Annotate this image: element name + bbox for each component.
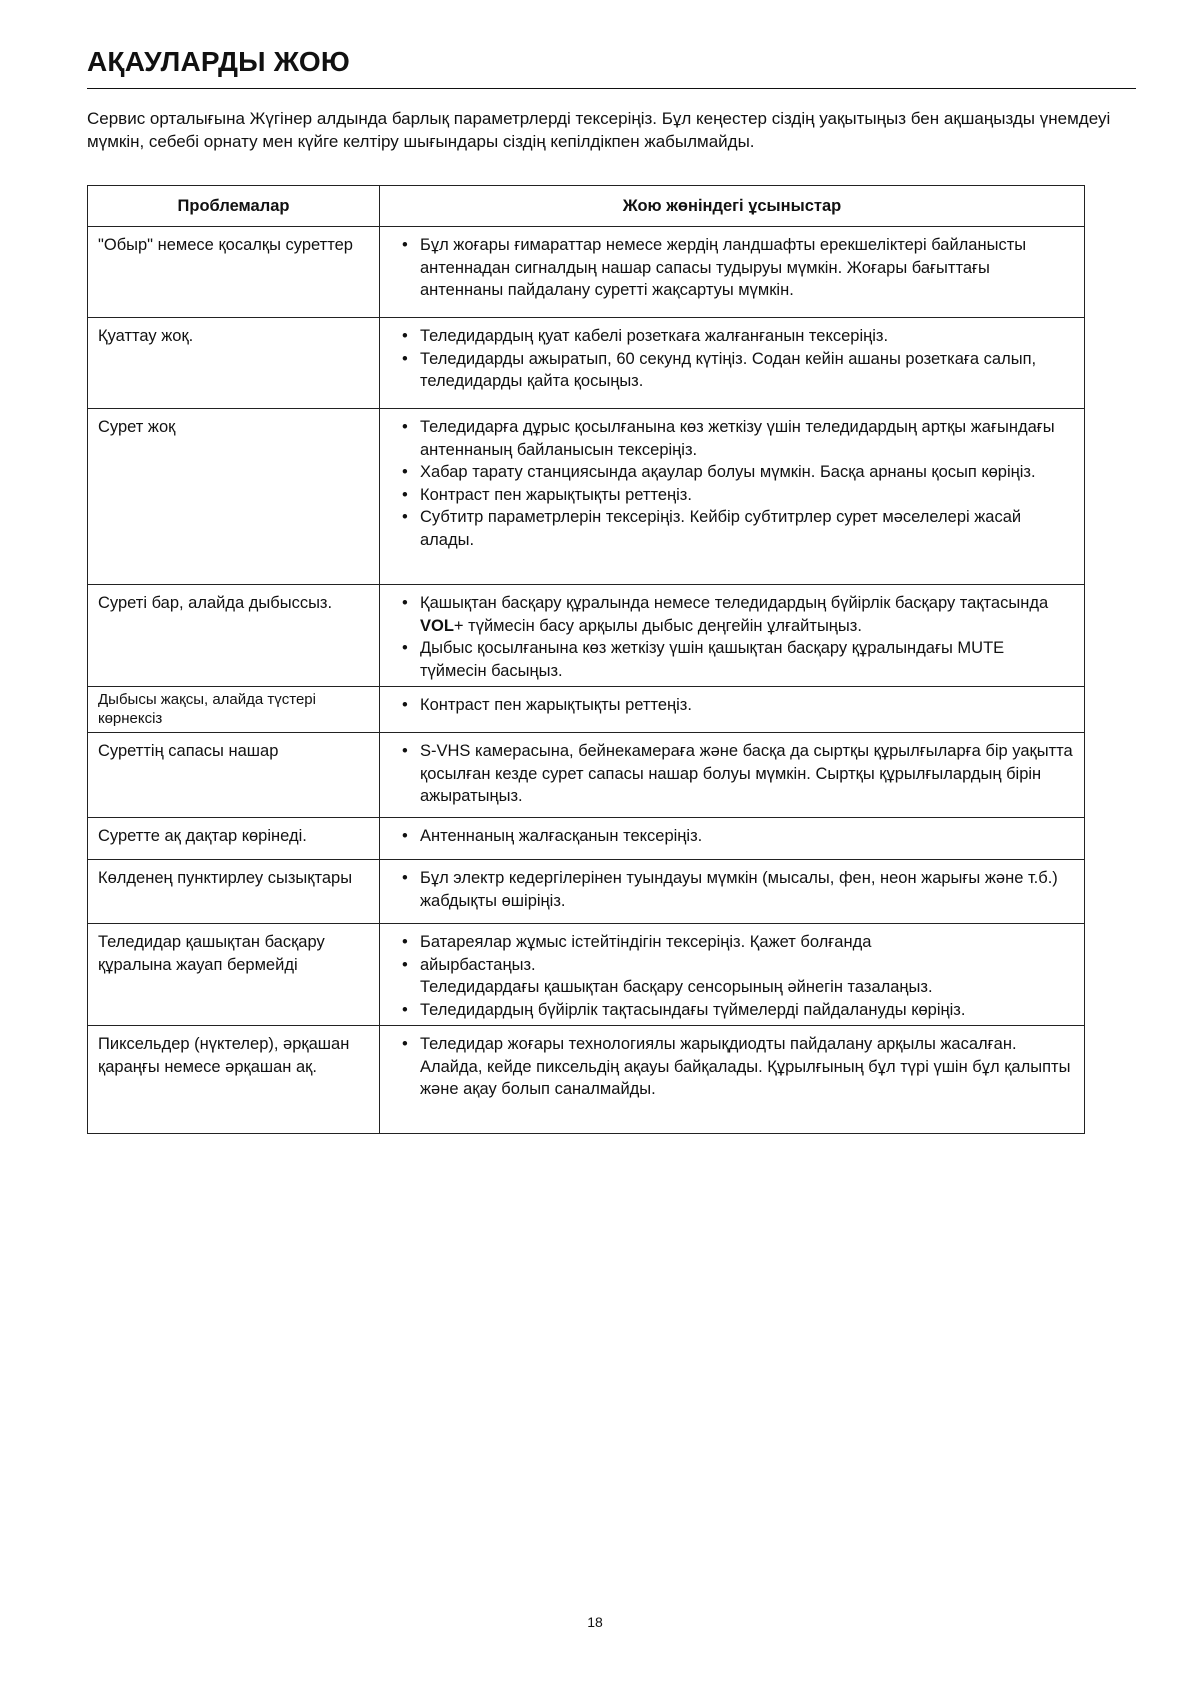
troubleshooting-table [87, 185, 1085, 1134]
tip-list [402, 740, 1074, 808]
tip-list [402, 416, 1074, 551]
tip-item: • S-VHS камерасына, бейнекамераға және басқа да сыртқы құрылғыларға бір уақытта қосылған кезде сурет сапасы нашар болуы мүмкін. Сыртқы құрылғылардың бірін ажыратыңыз. [402, 740, 1074, 808]
solution-cell [380, 227, 1085, 318]
problem-text: Дыбысы жақсы, алайда түстері көрнексіз [98, 691, 316, 727]
tip-item: • Бұл жоғары ғимараттар немесе жердің ландшафты ерекшеліктері байланысты антеннадан сигналдың нашар сапасы тудыруы мүмкін. Жоғары бағыттағы антеннаны пайдалану суретті жақсартуы мүмкін. [402, 234, 1074, 302]
problem-text: Көлденең пунктирлеу сызықтары [98, 869, 353, 887]
tip-list [402, 1033, 1074, 1101]
table-row [88, 733, 1085, 818]
problem-text: Қуаттау жоқ. [98, 327, 194, 345]
problem-cell [88, 409, 380, 585]
tip-item: • Теледидар жоғары технологиялы жарықдиодты пайдалану арқылы жасалған. Алайда, кейде пиксельдің ақауы байқалады. Құрылғының бұл түрі үшін бұл қалыпты және ақау болып саналмайды. [402, 1033, 1074, 1101]
problem-cell [88, 585, 380, 687]
table-row [88, 924, 1085, 1026]
tip-item: • Антеннаның жалғасқанын тексеріңіз. [402, 825, 1074, 848]
tip-list [402, 234, 1074, 302]
intro-paragraph: Сервис орталығына Жүгінер алдында барлық параметрлерді тексеріңіз. Бұл кеңестер сіздің уақытыңыз бен ақшаңызды үнемдеуі мүмкін, себебі орнату мен күйге келтіру шығындары сіздің кепілдікпен жабылмайды. [87, 109, 1111, 151]
tip-list [402, 825, 1074, 848]
problem-cell [88, 687, 380, 733]
table-row [88, 318, 1085, 409]
problem-cell [88, 860, 380, 924]
solution-cell [380, 585, 1085, 687]
tip-item: • Хабар тарату станциясында ақаулар болуы мүмкін. Басқа арнаны қосып көріңіз. [402, 461, 1074, 484]
tip-item: • Контраст пен жарықтықты реттеңіз. [402, 484, 1074, 507]
problem-cell [88, 318, 380, 409]
title-rule [87, 88, 1136, 89]
tip-list [402, 592, 1074, 682]
solution-cell [380, 924, 1085, 1026]
tip-item: • Бұл электр кедергілерінен туындауы мүмкін (мысалы, фен, неон жарығы және т.б.) жабдықты өшіріңіз. [402, 867, 1074, 912]
table-row [88, 860, 1085, 924]
page-number: 18 [587, 1614, 603, 1630]
tip-item-mute: • Дыбыс қосылғанына көз жеткізу үшін қашықтан басқару құралындағы MUTE түймесін басыңыз. [402, 637, 1074, 682]
solution-cell [380, 687, 1085, 733]
solution-cell [380, 733, 1085, 818]
problem-cell [88, 818, 380, 860]
problem-text: Пиксельдер (нүктелер), әрқашан қараңғы немесе әрқашан ақ. [98, 1035, 350, 1076]
solution-cell [380, 860, 1085, 924]
tip-item: • Теледидарға дұрыс қосылғанына көз жеткізу үшін теледидардың артқы жағындағы антеннаның байланысын тексеріңіз. [402, 416, 1074, 461]
tip-item: • айырбастаңыз. [402, 954, 1074, 977]
problem-text: Теледидар қашықтан басқару құралына жауап бермейді [98, 933, 325, 974]
tip-list [402, 867, 1074, 912]
tip-item: • Батареялар жұмыс істейтіндігін тексеріңіз. Қажет болғанда [402, 931, 1074, 954]
problem-text: Сурет жоқ [98, 418, 176, 436]
tip-item: • Теледидардың қуат кабелі розеткаға жалғанғанын тексеріңіз. [402, 325, 1074, 348]
table-header-row [88, 186, 1085, 227]
solution-cell [380, 318, 1085, 409]
solution-cell [380, 409, 1085, 585]
problem-text: "Обыр" немесе қосалқы суреттер [98, 236, 353, 254]
tip-text: Қашықтан басқару құралында немесе теледидардың бүйірлік басқару тақтасында [420, 594, 1049, 612]
tip-list [402, 694, 1074, 717]
problem-cell [88, 1026, 380, 1134]
table-row [88, 409, 1085, 585]
table-row [88, 227, 1085, 318]
table-row [88, 1026, 1085, 1134]
tip-item: • Теледидарды ажыратып, 60 секунд күтіңіз. Содан кейін ашаны розеткаға салып, теледидарды қайта қосыңыз. [402, 348, 1074, 393]
problem-cell [88, 227, 380, 318]
tip-item: • Субтитр параметрлерін тексеріңіз. Кейбір субтитрлер сурет мәселелері жасай алады. [402, 506, 1074, 551]
header-problems: Проблемалар [88, 186, 380, 227]
solution-cell [380, 818, 1085, 860]
problem-text: Суреттің сапасы нашар [98, 742, 279, 760]
table-row [88, 687, 1085, 733]
tip-list [402, 931, 1074, 1021]
tip-item: • Теледидардың бүйірлік тақтасындағы түймелерді пайдалануды көріңіз. [402, 999, 1074, 1022]
table-row [88, 585, 1085, 687]
problem-text: Суретте ақ дақтар көрінеді. [98, 827, 307, 845]
tip-item-continued: Теледидардағы қашықтан басқару сенсорының әйнегін тазалаңыз. [420, 978, 933, 996]
problem-cell [88, 733, 380, 818]
problem-cell [88, 924, 380, 1026]
page-title: АҚАУЛАРДЫ ЖОЮ [87, 46, 350, 77]
header-solutions: Жою жөніндегі ұсыныстар [380, 186, 1085, 227]
tip-text: + түймесін басу арқылы дыбыс деңгейін ұлғайтыңыз. [453, 616, 862, 635]
tip-item-volume [402, 592, 1074, 637]
tip-list [402, 325, 1074, 393]
solution-cell [380, 1026, 1085, 1134]
vol-key-label: VOL [420, 616, 454, 635]
problem-text: Суреті бар, алайда дыбыссыз. [98, 594, 333, 612]
tip-item: • Контраст пен жарықтықты реттеңіз. [402, 694, 1074, 717]
table-row [88, 818, 1085, 860]
